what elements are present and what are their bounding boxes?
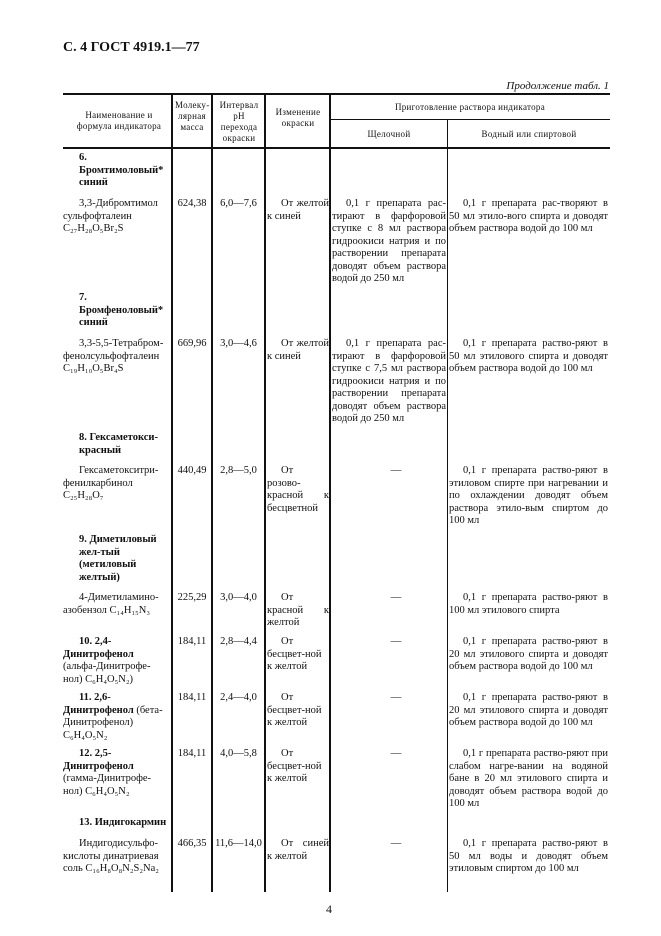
- color-change: От розово-красной к бесцветной: [267, 465, 329, 514]
- molecular-mass: 184,11: [177, 636, 207, 647]
- aqueous-preparation: 0,1 г препарата раство-ряют при слабом нагре-вании на водяной бане в 20 мл этилового спирта и доводят объем раствора водой до 100 мл: [449, 748, 608, 809]
- aqueous-preparation: 0,1 г препарата раство-ряют в этиловом спирте при нагревании и по охлаждении доводят объем раствора этило-вым спиртом до 100 мл: [449, 465, 608, 526]
- alkaline-preparation: —: [390, 748, 402, 759]
- table-top-rule: [63, 93, 610, 95]
- header-subdivider: [330, 119, 610, 120]
- column-divider: [211, 93, 213, 892]
- aqueous-preparation: 0,1 г препарата рас-творяют в 50 мл этило-вого спирта и доводят объем раствора водой до 100 мл: [449, 198, 608, 234]
- indicator-formula: 3,3-Дибромтимол сульфофталеин C₂₇H₂₈O₅Br₂S: [63, 198, 158, 234]
- ph-interval: 2,4—4,0: [220, 692, 257, 703]
- alkaline-preparation: —: [390, 465, 402, 476]
- indicator-name-cell: [63, 748, 169, 798]
- color-change: От бесцвет-ной к желтой: [267, 636, 322, 672]
- indicator-heading: 8. Гексаметокси-красный: [79, 432, 158, 456]
- aqueous-preparation: 0,1 г препарата раство-ряют в 100 мл этилового спирта: [449, 592, 608, 616]
- molecular-mass: 624,38: [177, 198, 207, 209]
- indicator-heading: 11. 2,6-Динитрофенол: [63, 692, 134, 716]
- column-header-change: Изменение окраски: [275, 107, 321, 128]
- ph-interval: 3,0—4,0: [220, 592, 257, 603]
- indicator-heading: 7. Бромфеноловый* синий: [79, 292, 164, 328]
- molecular-mass: 225,29: [177, 592, 207, 603]
- alkaline-preparation: —: [390, 592, 402, 603]
- indicator-heading: 13. Индигокармин: [79, 817, 167, 828]
- indicator-heading: 10. 2,4-Динитрофенол: [63, 636, 134, 660]
- indicator-formula: (бета-Динитрофенол) C₆H₄O₅N₂: [63, 704, 163, 741]
- color-change: От синей к желтой: [267, 838, 329, 862]
- ph-interval: 6,0—7,6: [220, 198, 257, 209]
- alkaline-preparation: —: [390, 692, 402, 703]
- table-continuation-label: Продолжение табл. 1: [506, 80, 609, 92]
- ph-interval: 3,0—4,6: [220, 338, 257, 349]
- page-number: 4: [326, 902, 332, 916]
- indicator-heading: 6. Бромтимоловый* синий: [79, 152, 164, 188]
- document-title: С. 4 ГОСТ 4919.1—77: [63, 40, 200, 55]
- column-header-name: Наименование и формула индикатора: [76, 110, 162, 131]
- aqueous-preparation: 0,1 г препарата раство-ряют в 50 мл воды и доводят объем этиловым спиртом до 100 мл: [449, 838, 608, 874]
- ph-interval: 2,8—5,0: [220, 465, 257, 476]
- column-header-interval: Интервал рН перехода окраски: [219, 100, 259, 143]
- molecular-mass: 184,11: [177, 748, 207, 759]
- indicator-formula: (альфа-Динитрофе-нол) C₆H₄O₅N₂): [63, 661, 151, 685]
- indicator-formula: (гамма-Динитрофе-нол) C₆H₄O₅N₂: [63, 773, 152, 797]
- header-bottom-rule: [63, 147, 610, 149]
- alkaline-preparation: —: [390, 838, 402, 849]
- indicator-name-cell: [63, 636, 169, 686]
- molecular-mass: 440,49: [177, 465, 207, 476]
- color-change: От желтой к синей: [267, 338, 329, 362]
- indicator-heading: 9. Диметиловый жел-тый (метиловый желтый): [79, 534, 157, 583]
- aqueous-preparation: 0,1 г препарата раство-ряют в 20 мл этилового спирта и доводят объем раствора водой до 100 мл: [449, 692, 608, 728]
- indicator-formula: Гексаметокситри-фенилкарбинол C₂₅H₂₈O₇: [63, 465, 159, 501]
- aqueous-preparation: 0,1 г препарата раство-ряют в 50 мл этилового спирта и доводят объем раствора водой до 100 мл: [449, 338, 608, 374]
- molecular-mass: 184,11: [177, 692, 207, 703]
- column-divider: [447, 119, 448, 892]
- color-change: От красной к желтой: [267, 592, 329, 628]
- column-divider: [264, 93, 266, 892]
- color-change: От бесцвет-ной к желтой: [267, 748, 322, 784]
- indicator-name-cell: [63, 692, 169, 742]
- ph-interval: 4,0—5,8: [220, 748, 257, 759]
- indicator-formula: Индигодисульфо-кислоты динатриевая соль C₁₆H₈O₈N₂S₂Na₂: [63, 838, 159, 874]
- indicator-formula: 3,3-5,5-Тетрабром-фенолсульфофталеин C₁₉H₁₀O₅Br₄S: [63, 338, 164, 374]
- molecular-mass: 466,35: [177, 838, 207, 849]
- color-change: От желтой к синей: [267, 198, 329, 222]
- column-header-aqueous: Водный или спиртовой: [481, 129, 577, 139]
- alkaline-preparation: 0,1 г препарата рас-тирают в фарфоровой ступке с 8 мл раствора гидроокиси натрия и по растворении препарата доводят объем раствора водой до 250 мл: [332, 198, 446, 284]
- ph-interval: 2,8—4,4: [220, 636, 257, 647]
- alkaline-preparation: 0,1 г препарата рас-тирают в фарфоровой ступке с 7,5 мл раствора гидроокиси натрия и по растворении препарата доводят объем раствора водой до 250 мл: [332, 338, 446, 424]
- aqueous-preparation: 0,1 г препарата раство-ряют в 20 мл этилового спирта и доводят объем раствора водой до 100 мл: [449, 636, 608, 672]
- column-divider: [329, 93, 331, 892]
- column-header-alkaline: Щелочной: [367, 129, 411, 139]
- ph-interval: 11,6—14,0: [215, 838, 262, 849]
- indicator-heading: 12. 2,5-Динитрофенол: [63, 748, 134, 772]
- indicator-formula: 4-Диметиламино-азобензол C₁₄H₁₅N₃: [63, 592, 159, 616]
- color-change: От бесцвет-ной к желтой: [267, 692, 322, 728]
- alkaline-preparation: —: [390, 636, 402, 647]
- molecular-mass: 669,96: [177, 338, 207, 349]
- column-divider: [171, 93, 173, 892]
- column-header-preparation: Приготовление раствора индикатора: [394, 102, 546, 112]
- column-header-mass: Молеку-лярная масса: [175, 100, 210, 132]
